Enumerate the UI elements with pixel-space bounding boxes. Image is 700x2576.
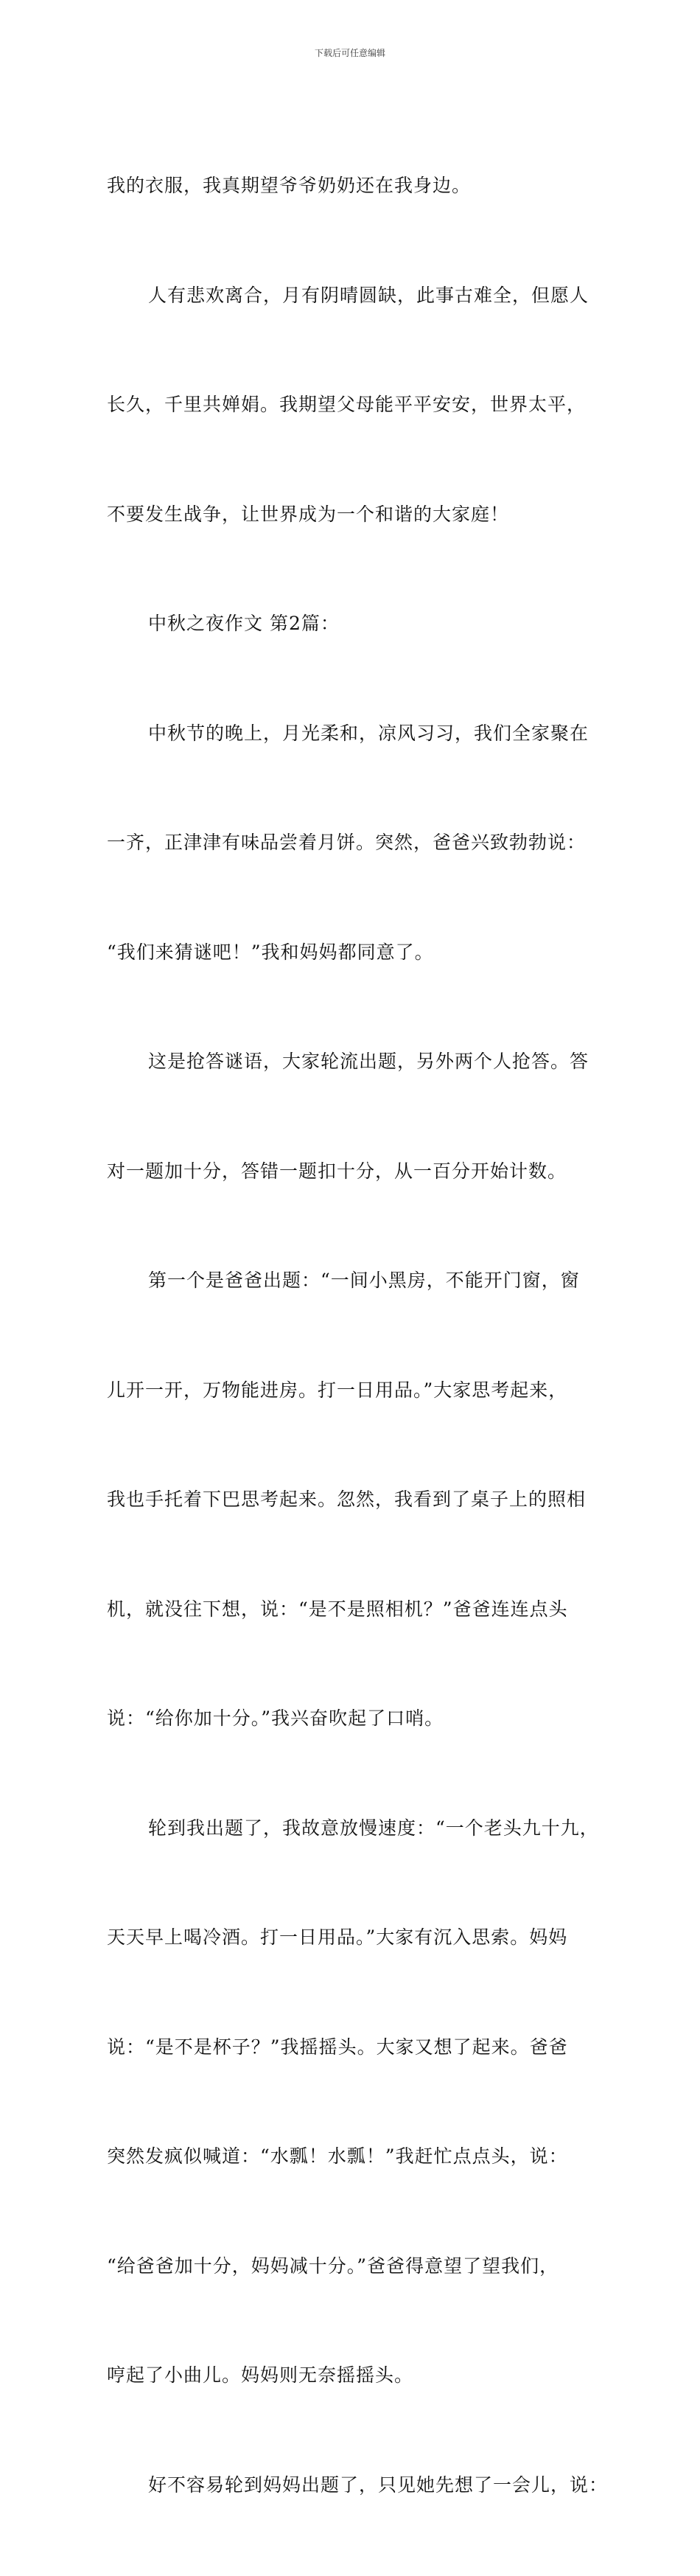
- text-line: 说：“是不是杯子？”我摇摇头。大家又想了起来。爸爸: [107, 2036, 568, 2058]
- text-line: 机，就没往下想，说：“是不是照相机？”爸爸连连点头: [107, 1598, 568, 1620]
- text-line: 这是抢答谜语，大家轮流出题，另外两个人抢答。答: [148, 1051, 589, 1072]
- page-header: 下载后可任意编辑: [314, 48, 385, 58]
- text-line: 好不容易轮到妈妈出题了，只见她先想了一会儿，说：: [148, 2474, 609, 2496]
- document-body: [107, 94, 608, 2576]
- text-line: 轮到我出题了，我故意放慢速度：“一个老头九十九，: [148, 1817, 599, 1839]
- text-line: 不要发生战争，让世界成为一个和谐的大家庭！: [107, 503, 510, 525]
- text-line: 突然发疯似喊道：“水瓢！水瓢！”我赶忙点点头，说：: [107, 2145, 568, 2167]
- text-line: 第一个是爸爸出题：“一间小黑房，不能开门窗，窗: [148, 1270, 580, 1291]
- text-line: “我们来猜谜吧！”我和妈妈都同意了。: [107, 941, 434, 963]
- text-line: 我的衣服，我真期望爷爷奶奶还在我身边。: [107, 175, 472, 196]
- text-line: 一齐，正津津有味品尝着月饼。突然，爸爸兴致勃勃说：: [107, 832, 587, 853]
- text-line: 说：“给你加十分。”我兴奋吹起了口哨。: [107, 1708, 444, 1729]
- text-line: 儿开一开，万物能进房。打一日用品。”大家思考起来，: [107, 1379, 568, 1401]
- text-line: “给爸爸加十分，妈妈减十分。”爸爸得意望了望我们，: [107, 2255, 559, 2277]
- text-line: 哼起了小曲儿。妈妈则无奈摇摇头。: [107, 2364, 414, 2386]
- text-line: 对一题加十分，答错一题扣十分，从一百分开始计数。: [107, 1160, 567, 1182]
- text-line: 我也手托着下巴思考起来。忽然，我看到了桌子上的照相: [107, 1489, 587, 1510]
- text-block: [107, 94, 608, 2576]
- text-line: 中秋节的晚上，月光柔和，凉风习习，我们全家聚在: [148, 722, 589, 744]
- text-line: 长久，千里共婵娟。我期望父母能平平安安，世界太平，: [107, 394, 587, 415]
- section-title: 中秋之夜作文 第2篇：: [148, 613, 340, 634]
- text-line: 天天早上喝冷酒。打一日用品。”大家有沉入思索。妈妈: [107, 1926, 568, 1948]
- text-line: 人有悲欢离合，月有阴晴圆缺，此事古难全，但愿人: [148, 284, 589, 306]
